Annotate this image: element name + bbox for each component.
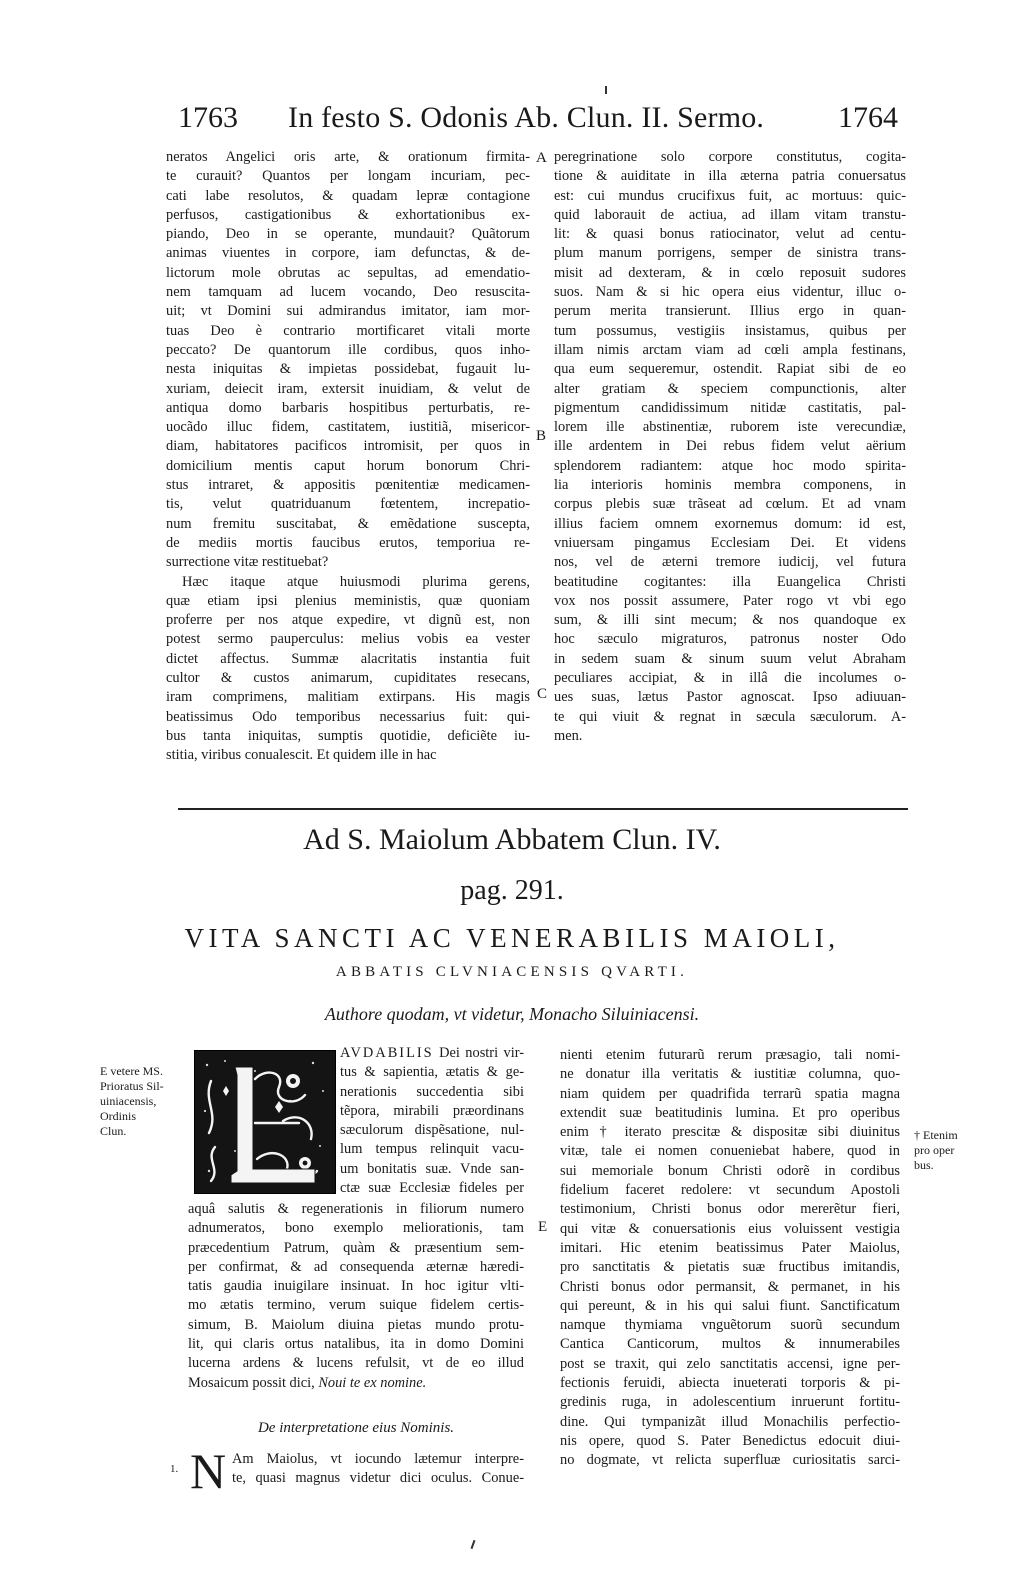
text-line <box>188 1374 524 1393</box>
margin-note-line: † Etenim <box>914 1128 958 1142</box>
text-line: beatissimus Odo temporibus necessarius fuit: qui- <box>166 708 530 725</box>
margin-note-line: Ordinis <box>100 1109 136 1123</box>
text-line: quæ etiam ipsi plenius meministis, quæ quoniam <box>166 592 530 609</box>
text-line: mo ætatis termino, verum suique fidelem certis- <box>188 1297 524 1314</box>
text-line: xuriam, deiecit iram, extersit inuidiam, & velut de <box>166 380 530 397</box>
text-line: peccato? De quantorum ille cordibus, quos inho- <box>166 341 530 358</box>
text-line: post se traxit, qui zelo sanctitatis accensi, igne per- <box>560 1355 900 1372</box>
paragraph-one-opening <box>232 1450 524 1489</box>
text-line: cultor & custos animarum, cupiditates resecans, <box>166 670 530 687</box>
text-line: imitari. Hic etenim beatissimus Pater Maiolus, <box>560 1239 900 1256</box>
text-line: tis, velut quatriduanum fœtentem, increpatio- <box>166 496 530 513</box>
text-line: tione & auiditate in illa æterna patria conuersatus <box>554 168 906 185</box>
margin-note-manuscript <box>100 1064 176 1139</box>
text-line: illius faciem omnem exornemus domum: id est, <box>554 515 906 532</box>
text-line: nos, vel de æterni tremore iudicij, vel futura <box>554 554 906 571</box>
text-line: simum, B. Maiolum diuina pietas mundo protu- <box>188 1316 524 1333</box>
line-text: nerationis succedentia sibi <box>340 1083 524 1100</box>
text-line: sum, & illi sint mecum; & nos quandoque ex <box>554 612 906 629</box>
column-number-right: 1764 <box>838 101 898 134</box>
text-line: pro sanctitatis & pietatis suæ fructibus imitandis, <box>560 1259 900 1276</box>
text-line: nesta iniquitas & impietas possidebat, fugauit lu- <box>166 361 530 378</box>
text-line: de mediis mortis faucibus erutos, temporiua re- <box>166 534 530 551</box>
text-line: ne donatur illa veritatis & iustitiæ columna, quo- <box>560 1066 900 1083</box>
line-text: ctæ suæ Ecclesiæ fideles per <box>340 1180 524 1197</box>
upper-left-column <box>166 148 530 766</box>
text-line <box>188 1102 524 1121</box>
upper-right-column <box>554 148 906 746</box>
text-line: per confirmat, & ad consequenda æternæ hæredi- <box>188 1258 524 1275</box>
margin-note-line: Prioratus Sil- <box>100 1079 164 1093</box>
section-letter-b: B <box>536 428 547 444</box>
text-line <box>188 1063 524 1082</box>
text-line: plum manum porrigens, semper de sinistra trans- <box>554 245 906 262</box>
text-line: gredinis ruga, in adolescentium inruerunt fortitu- <box>560 1394 900 1411</box>
text-line: tum possumus, vestigiis insistamus, quibus per <box>554 322 906 339</box>
text-line: num fremitu suscitabat, & emẽdatione suscepta, <box>166 515 530 532</box>
text-line: in sedem suam & sinum suum velut Abraham <box>554 650 906 667</box>
text-line: lictorum mole obrutas ac sepultas, ad emendatio- <box>166 264 530 281</box>
text-line: enim † iterato prescitæ & dispositæ sibi diuinitus <box>560 1124 900 1141</box>
running-title: In festo S. Odonis Ab. Clun. II. Sermo. <box>288 101 765 134</box>
text-line: cati labe resolutos, & quadam lepræ contagione <box>166 187 530 204</box>
margin-note-line: Clun. <box>100 1124 127 1138</box>
margin-note-line: E vetere MS. <box>100 1064 163 1078</box>
text-line: domicilium mentis caput horum bonorum Chri- <box>166 457 530 474</box>
line-text: sæculorum dispẽsatione, nul- <box>340 1122 524 1139</box>
text-line: uocãdo illuc fidem, castitatem, iustitiã, misericor- <box>166 419 530 436</box>
paragraph-number: 1. <box>170 1463 179 1475</box>
margin-note-line: pro oper <box>914 1143 955 1157</box>
line-text: um bonitatis suæ. Vnde san- <box>340 1160 524 1177</box>
text-line: iram comprimens, malitiam extirpans. His magis <box>166 689 530 706</box>
text-line: suos. Nam & si hic opera eius videntur, illuc o- <box>554 284 906 301</box>
text-line <box>188 1083 524 1102</box>
margin-note-line: uiniacensis, <box>100 1094 157 1108</box>
text-line: adnumeratos, bono exemplo meliorationis, tam <box>188 1220 524 1237</box>
text-line: peregrinatione solo corpore constitutus, cogita- <box>554 149 906 165</box>
text-line: qui vitæ & conuersationis eius voluissent vestigia <box>560 1220 900 1237</box>
text-line: te qui viuit & regnat in sæcula sæculorum. A- <box>554 708 906 725</box>
text-line: Am Maiolus, vt iocundo lætemur interpre- <box>232 1451 524 1467</box>
text-line: extendit suæ beatitudinis lumina. Et pro operibus <box>560 1104 900 1121</box>
text-line: tatis gaudia inuigilare insinuat. In hoc igitur vlti- <box>188 1278 524 1295</box>
text-line: qui pereunt, & in his qui salui fiunt. Sanctificatum <box>560 1297 900 1314</box>
opening-word: AVDABILIS <box>340 1045 434 1061</box>
text-line: diam, habitatores pacificos intromisit, per quos in <box>166 438 530 455</box>
text-line: corpus plebis suæ trãseat ad cœlum. Et ad vnam <box>554 496 906 513</box>
vita-subtitle: ABBATIS CLVNIACENSIS QVARTI. <box>335 964 689 980</box>
text-line: est: cui mundus crucifixus fuit, ac mortuus: quic- <box>554 187 906 204</box>
lower-right-column <box>560 1046 900 1471</box>
text-line: perfusos, castigationibus & exhortationibus ex- <box>166 206 530 223</box>
text-line: tuas Deo è contrario mortificaret vitali morte <box>166 322 530 339</box>
text-line: ille ardentem in Dei rebus fidem velut aërium <box>554 438 906 455</box>
section-letter-c: C <box>537 686 548 702</box>
column-number-left: 1763 <box>178 101 238 134</box>
line-text: tẽpora, mirabili præordinans <box>340 1102 524 1119</box>
line-text: lum tempus relinquit vacu- <box>340 1141 524 1158</box>
margin-note-line: bus. <box>914 1158 934 1172</box>
text-line: vitæ, tale ei nomen conueniebat habere, quod in <box>560 1143 900 1160</box>
text-line: beatitudine cogitantes: illa Euangelica Christi <box>554 573 906 590</box>
scripture-quote: Noui te ex nomine. <box>318 1374 427 1391</box>
text-line: testimonium, Christi bonus odor mererẽtur fieri, <box>560 1201 900 1218</box>
section-divider <box>178 808 908 810</box>
text-line: quid laborauit de actiua, ad illam vitam transtu- <box>554 206 906 223</box>
section-letter-e: E <box>538 1219 548 1235</box>
text-line: alter gratiam & speciem compunctionis, alter <box>554 380 906 397</box>
text-line: lit: & quasi bonus ratiocinator, velut ad centu- <box>554 226 906 243</box>
text-line: lucerna ardens & lucens refulsit, vt de eo illud <box>188 1355 524 1372</box>
text-line: no dogmate, vt relicta superfluæ curiositatis sarci- <box>560 1452 900 1469</box>
text-line: illam nimis arctam viam ad cœli ampla festinans, <box>554 341 906 358</box>
text-line: Cantica Canticorum, multos & innumerabiles <box>560 1336 900 1353</box>
section-title: Ad S. Maiolum Abbatem Clun. IV. <box>303 823 721 856</box>
text-line <box>188 1160 524 1179</box>
text-line: aquâ salutis & regenerationis in filiorum numero <box>188 1201 524 1217</box>
lower-left-column-top <box>188 1044 524 1198</box>
line-text: Dei nostri vir- <box>433 1045 524 1061</box>
line-text: tus & sapientia, ætatis & ge- <box>340 1064 524 1081</box>
text-line: fidelium faceret redolere: vt secundum Apostoli <box>560 1182 900 1199</box>
text-line: antiqua domo barbaris hospitibus perturbatis, re- <box>166 399 530 416</box>
text-line: animas viuentes in corpore, iam defunctas, & de- <box>166 245 530 262</box>
text-line: vox nos possit assumere, Pater rogo vt vbi ego <box>554 592 906 609</box>
text-line: men. <box>554 727 583 744</box>
text-line: qua eum sequeremur, ostendit. Rapiat sibi de eo <box>554 361 906 378</box>
text-line: ues suas, lætus Pastor agnoscat. Ipso adiuuan- <box>554 689 906 706</box>
text-line: neratos Angelici oris arte, & orationum firmita- <box>166 149 530 165</box>
text-line: te, quasi magnus videtur dici oculus. Conue- <box>232 1470 524 1487</box>
text-line: nienti etenim futurarũ rerum præsagio, tali nomi- <box>560 1047 900 1063</box>
text-line: potest sermo pauperculus: melius vobis ea vester <box>166 631 530 648</box>
text-line: fectionis feruidi, abiecta inueterati torporis & pi- <box>560 1375 900 1392</box>
scan-speck <box>471 1540 476 1549</box>
text-line: namque thymiama vnguẽtorum suorũ secundum <box>560 1317 900 1334</box>
text-line: uit; vt Domini sui admirandus imitator, iam mor- <box>166 303 530 320</box>
text-line: te curauit? Quantos per longam incuriam, pec- <box>166 168 530 185</box>
text-line: niam quidem per quadrifida terrarũ spatia magna <box>560 1085 900 1102</box>
text-line: hoc sæculo migraturos, patronus noster Odo <box>554 631 906 648</box>
text-line: lorem ille abstinentiæ, ruborem iste verecundiæ, <box>554 419 906 436</box>
text-line: surrectione vitæ restituebat? <box>166 554 329 571</box>
text-line: peculiares accipiat, & in illâ die incolumes o- <box>554 670 906 687</box>
text-line: Hæc itaque atque huiusmodi plurima gerens, <box>182 573 530 590</box>
text-line: sui memoriale bonum Christi odorẽ in cordibus <box>560 1162 900 1179</box>
text-line: proferre per nos atque expedire, vt dignũ est, non <box>166 612 530 629</box>
text-line: dine. Qui tympanizãt illud Monachilis perfectio- <box>560 1413 900 1430</box>
text-line: nis opere, quod S. Pater Benedictus edocuit diui- <box>560 1432 900 1449</box>
text-line: nem tamquam ad lucem vocando, Deo resuscita- <box>166 284 530 301</box>
text-line: pigmentum candidissimum nitidæ castitatis, pal- <box>554 399 906 416</box>
interpretation-heading: De interpretatione eius Nominis. <box>257 1420 455 1436</box>
text-line <box>188 1044 524 1063</box>
text-line: splendorem radiantem: atque hoc modo spirita- <box>554 457 906 474</box>
vita-title: VITA SANCTI AC VENERABILIS MAIOLI, <box>184 923 840 953</box>
text-line: lit, qui claris ortus natalibus, ita in domo Domini <box>188 1336 524 1353</box>
text-line <box>188 1121 524 1140</box>
text-line: bus tanta iniquitas, sumptis quotidie, deficiẽte iu- <box>166 727 530 744</box>
scan-speck <box>605 86 607 94</box>
author-line: Authore quodam, vt videtur, Monacho Siluiniacensi. <box>324 1004 700 1024</box>
text-line <box>188 1179 524 1198</box>
text-line: perum merita transierunt. Illius ergo in quan- <box>554 303 906 320</box>
text-line: stitia, viribus conualescit. Et quidem ille in hac <box>166 747 437 764</box>
text-line: lia interioris hominis membra componens, in <box>554 477 906 494</box>
text-line: piando, Deo in se operante, mundauit? Quãtorum <box>166 226 530 243</box>
text-line: misit ad dexteram, & in cœlo reposuit sudores <box>554 264 906 281</box>
lower-left-column-body <box>188 1200 524 1393</box>
text-line: Christi bonus odor permansit, & permanet, in his <box>560 1278 900 1295</box>
line-text: Mosaicum possit dici, <box>188 1374 319 1391</box>
margin-note-etenim <box>914 1128 974 1173</box>
text-line <box>188 1140 524 1159</box>
text-line: dictet affectus. Summæ alacritatis instantia fuit <box>166 650 530 667</box>
initial-letter-n: N <box>190 1443 227 1499</box>
page-reference: pag. 291. <box>460 875 564 906</box>
section-letter-a: A <box>536 150 547 166</box>
text-line: præcedentium Patrum, quàm & præsentium sem- <box>188 1239 524 1256</box>
text-line: stus intraret, & appositis pœnitentiæ medicamen- <box>166 477 530 494</box>
text-line: vniuersam pingamus Ecclesiam Dei. Et videns <box>554 534 906 551</box>
